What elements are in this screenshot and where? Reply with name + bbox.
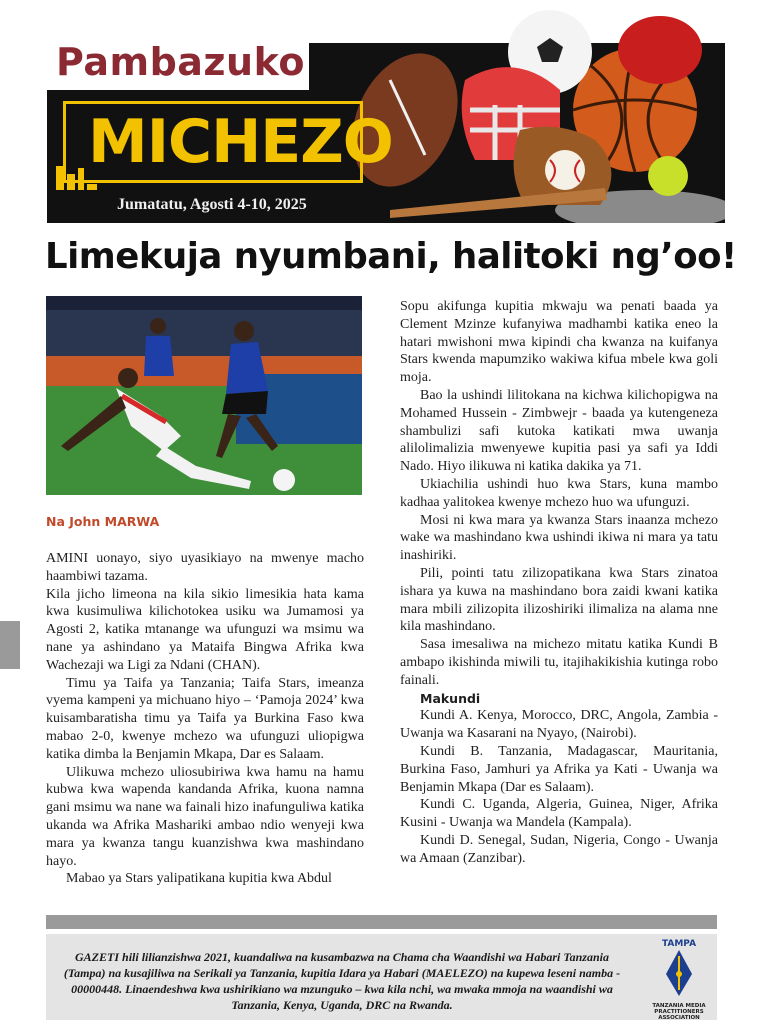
player-head (234, 321, 254, 341)
article-headline: Limekuja nyumbani, halitoki ng’oo! (45, 236, 737, 277)
paragraph: Pili, pointi tatu zilizopatikana kwa Stars zinatoa ishara ya kuwa na mashindano bora zaidi kwani katika mara mbili zilizopita ilizoshiriki ilimaliza na alama nne kila mashindano. (400, 565, 718, 635)
paragraph: Bao la ushindi lilitokana na kichwa kilichopigwa na Mohamed Hussein - Zimbwejr - baada ya kutengeneza shambulizi safi kutoka katikati mwa uwanja alilolimalizia mwenyewe kupitia pasi ya safi ya Iddi Nado. Hiyo ilikuwa ni katika dakika ya 71. (400, 387, 718, 475)
logo-word: TAMPA (661, 939, 697, 949)
baseball-icon (545, 150, 585, 190)
publication-name: Pambazuko (56, 40, 305, 84)
group-item: Kundi D. Senegal, Sudan, Nigeria, Congo - Uwanja wa Amaan (Zanzibar). (400, 832, 718, 866)
match-photo (46, 296, 362, 495)
sports-equipment-illustration (345, 10, 725, 223)
group-item: Kundi B. Tanzania, Madagascar, Mauritania, Burkina Faso, Jamhuri ya Afrika ya Kati - Uwanja wa Benjamin Mkapa (Dar es Salaam). (400, 743, 718, 795)
footer-imprint: GAZETI hili lilianzishwa 2021, kuandaliwa na kusambazwa na Chama cha Waandishi wa Habari Tanzania (Tampa) na kusajiliwa na Serikali ya Tanzania, kupitia Idara ya Habari (MAELEZO) na kupewa leseni namba - 00000448. Linaendeshwa kwa ushirikiano wa mzunguko – kwa kila nchi, wa mwaka mmoja na waandishi wa Tanzania, Kenya, Uganda, DRC na Rwanda. (63, 950, 621, 1012)
logo-caption: TANZANIA MEDIA PRACTITIONERS ASSOCIATION (652, 1003, 706, 1021)
paragraph: AMINI uonayo, siyo uyasikiayo na mwenye macho haambiwi tazama. (46, 551, 364, 584)
paragraph: Mabao ya Stars yalipatikana kupitia kwa Abdul (66, 871, 332, 887)
byline: Na John MARWA (46, 514, 160, 529)
paragraph: Sasa imesaliwa na michezo mitatu katika Kundi B ambapo ikishinda miwili tu, itajihakikishia kutinga robo fainali. (400, 637, 718, 688)
paragraph: Ulikuwa mchezo uliosubiriwa kwa hamu na hamu kubwa kwa wapenda kandanda Afrika, kuona namna gani msimu wa nane wa fainali hizo inafunguliwa katika ukanda wa Afrika Mashariki ambao ndio wenyeji kwa mara ya kwanza tangu kuanzishwa kwa mashindano hayo. (46, 764, 364, 869)
group-item: Kundi A. Kenya, Morocco, DRC, Angola, Zambia - Uwanja wa Kasarani na Nyayo, (Nairobi). (400, 708, 718, 742)
paragraph: Sopu akifunga kupitia mkwaju wa penati baada ya Clement Mzinze kufanyiwa madhambi katika eneo la hatari mwishoni mwa kipindi cha kwanza na kuifanya Stars kwenda mapumziko wakiwa kifua mbele kwa goli moja. (400, 299, 718, 386)
footer-divider (46, 915, 717, 929)
page-edge-marker (0, 621, 20, 669)
paragraph: Kila jicho limeona na kila sikio limesikia hata kama kwa kusimuliwa kilichotokea usiku wa Jumamosi ya Agosti 2, katika mtanange wa ufunguzi wa msimu wa nane ya ashindano ya Mataifa Bingwa Afrika kwa Wachezaji wa Ligi za Ndani (CHAN). (46, 586, 364, 673)
paragraph: Mosi ni kwa mara ya kwanza Stars inaanza mchezo wake wa mashindano kwa ushindi ikiwa ni mara ya tatu inashiriki. (400, 512, 718, 564)
section-title: MICHEZO (88, 107, 393, 177)
ball (273, 469, 295, 491)
paragraph: Timu ya Taifa ya Tanzania; Taifa Stars, imeanza vyema kampeni ya michuano hiyo – ‘Pamoja 2024’ kwa kuisambaratisha timu ya Taifa ya Burkina Faso kwa mabao 2-0, kwenye mchezo wa ufunguzi uliopigwa katika dimba la Benjamin Mkapa, Dar es Salaam. (46, 675, 364, 762)
issue-date: Jumatatu, Agosti 4-10, 2025 (117, 196, 307, 213)
group-item: Kundi C. Uganda, Algeria, Guinea, Niger, Afrika Kusini - Uwanja wa Mandela (Kampala). (400, 797, 718, 831)
article-column-right (400, 298, 718, 868)
article-column-left (46, 550, 364, 888)
paragraph: Ukiachilia ushindi huo kwa Stars, kuna mambo kadhaa yalitokea kwenye mchezo huo wa ufunguzi. (400, 476, 718, 510)
boxing-glove-icon (618, 16, 702, 84)
groups-heading: Makundi (420, 690, 481, 706)
